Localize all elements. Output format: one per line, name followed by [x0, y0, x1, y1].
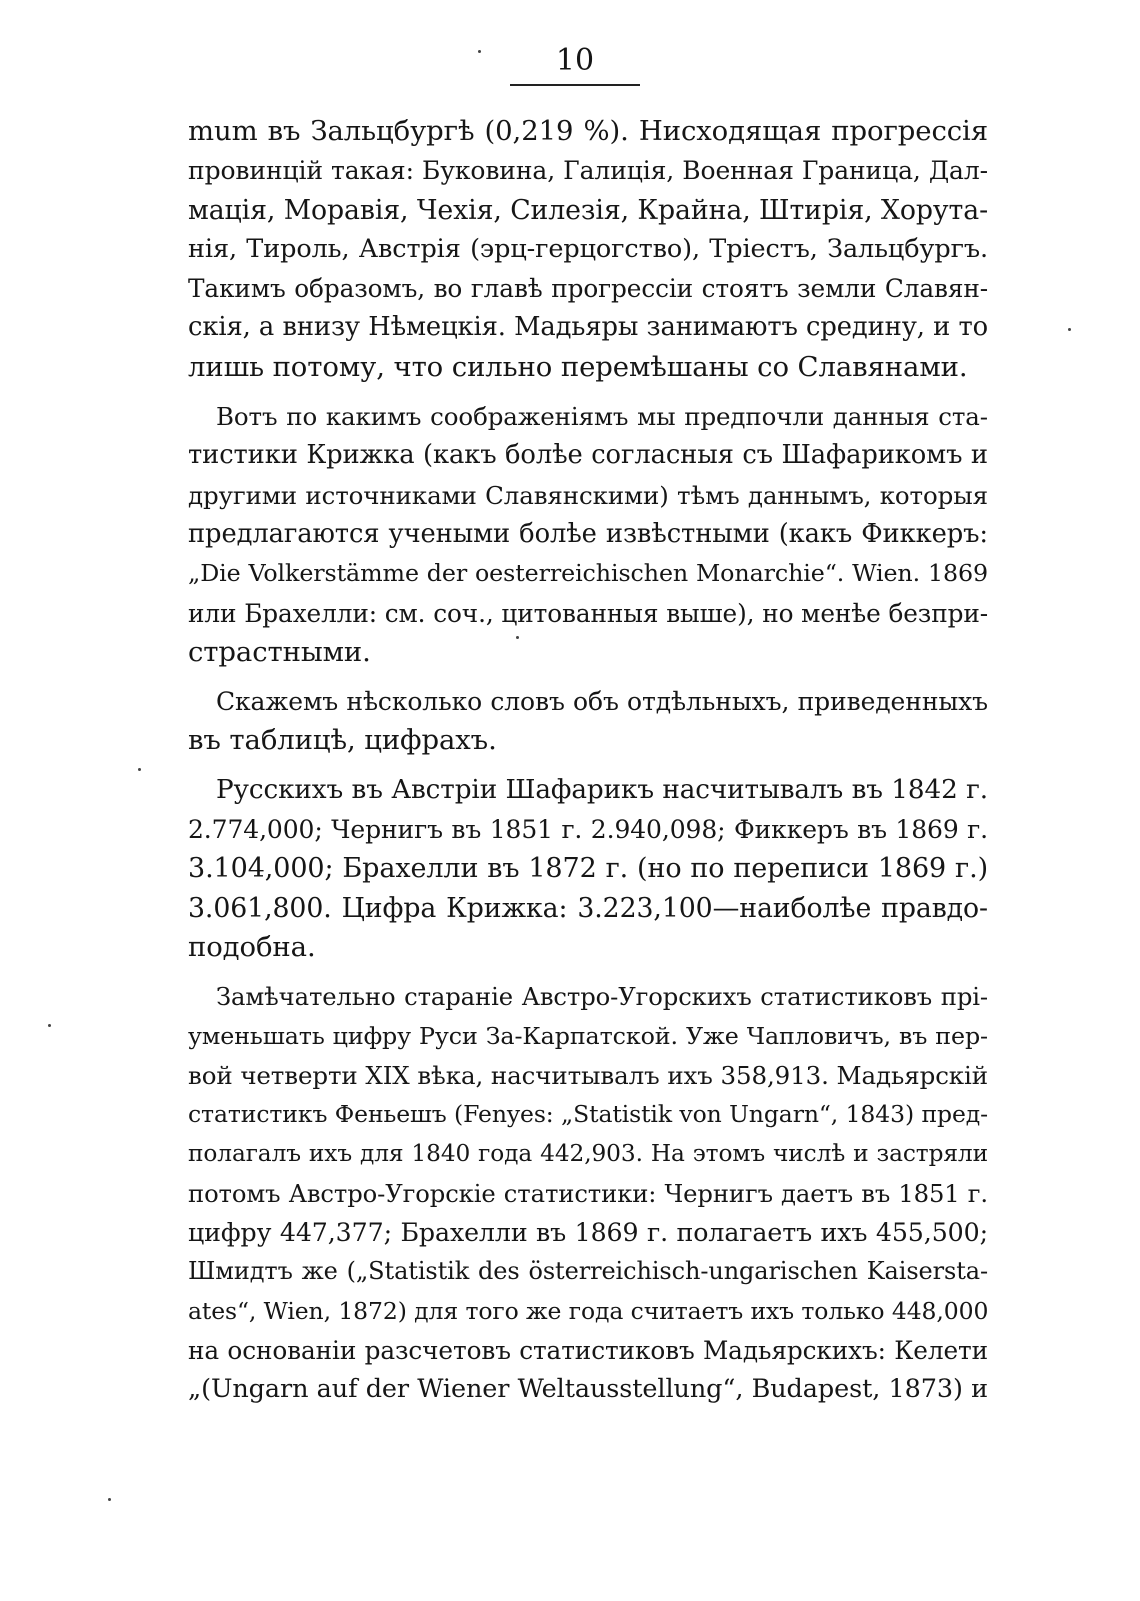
text-line: въ таблицѣ, цифрахъ. — [188, 724, 497, 757]
scan-speck — [516, 636, 519, 639]
text-line: страстными. — [188, 635, 371, 668]
text-line: Русскихъ въ Австріи Шафарикъ насчитывалъ въ 1842 г. — [216, 774, 988, 805]
text-line: провинцій такая: Буковина, Галиція, Военная Граница, Дал- — [188, 156, 988, 186]
text-line: ates“, Wien, 1872) для того же года считаетъ ихъ только 448,000 — [188, 1296, 989, 1325]
text-line: Замѣчательно стараніе Австро-Угорскихъ статистиковъ прі- — [216, 982, 988, 1012]
text-line: Вотъ по какимъ соображеніямъ мы предпочли данныя ста- — [216, 402, 988, 432]
text-line: скія, а внизу Нѣмецкія. Мадьяры занимаютъ средину, и то — [188, 312, 988, 343]
paragraph-gap — [188, 761, 988, 771]
text-line: 2.774,000; Чернигъ въ 1851 г. 2.940,098; Фиккеръ въ 1869 г. — [188, 815, 988, 845]
paragraph-gap — [188, 672, 988, 682]
page-number-block — [510, 42, 640, 86]
text-line: другими источниками Славянскими) тѣмъ даннымъ, которыя — [188, 480, 988, 510]
text-line: Скажемъ нѣсколько словъ объ отдѣльныхъ, приведенныхъ — [216, 687, 988, 717]
paragraph-gap — [188, 967, 988, 977]
text-line: мація, Моравія, Чехія, Силезія, Крайна, Штирія, Хорута- — [188, 194, 989, 226]
scan-speck — [108, 1498, 111, 1501]
text-line: mum въ Зальцбургѣ (0,219 %). Нисходящая прогрессія — [188, 115, 988, 147]
text-line: статистикъ Феньешъ (Fenyes: „Statistik von Ungarn“, 1843) пред- — [188, 1100, 988, 1129]
text-line: 3.104,000; Брахелли въ 1872 г. (но по переписи 1869 г.) — [188, 853, 988, 885]
text-line: лишь потому, что сильно перемѣшаны со Славянами. — [188, 350, 968, 383]
scan-speck — [48, 1024, 51, 1027]
text-line: тистики Крижка (какъ болѣе согласныя съ Шафарикомъ и — [188, 440, 988, 471]
text-line: потомъ Австро-Угорскіе статистики: Чернигъ даетъ въ 1851 г. — [188, 1178, 988, 1208]
scan-speck — [138, 768, 141, 771]
text-line: или Брахелли: см. соч., цитованныя выше), но менѣе безпри- — [188, 598, 988, 628]
text-line: уменьшать цифру Руси За-Карпатской. Уже Чапловичъ, въ пер- — [188, 1021, 988, 1050]
text-line: подобна. — [188, 930, 316, 963]
text-line: Шмидтъ же („Statistik des österreichisch-ungarischen Kaiserstа- — [188, 1257, 988, 1286]
text-line: „(Ungarn auf der Wiener Weltausstellung“, Budapest, 1873) и — [188, 1374, 988, 1405]
text-line: на основаніи разсчетовъ статистиковъ Мадьярскихъ: Келети — [188, 1335, 988, 1365]
text-line: нія, Тироль, Австрія (эрц-герцогство), Тріестъ, Зальцбургъ. — [188, 233, 988, 264]
text-line: полагалъ ихъ для 1840 года 442,903. На этомъ числѣ и застряли — [188, 1140, 988, 1168]
text-line: 3.061,800. Цифра Крижка: 3.223,100—наиболѣе правдо- — [188, 892, 988, 924]
page-number: 10 — [555, 43, 595, 78]
page-number-rule — [510, 84, 640, 86]
text-line: цифру 447,377; Брахелли въ 1869 г. полагаетъ ихъ 455,500; — [188, 1218, 988, 1248]
text-line: вой четверти XIX вѣка, насчитывалъ ихъ 358,913. Мадьярскій — [188, 1060, 988, 1090]
scan-speck — [478, 50, 481, 53]
scan-speck — [1068, 328, 1071, 331]
paragraph-gap — [188, 387, 988, 397]
page-text-body — [188, 112, 988, 1410]
text-line: предлагаются учеными болѣе извѣстными (какъ Фиккеръ: — [188, 518, 988, 549]
text-line: „Die Volkerstämme der oesterreichischen Monarchie“. Wien. 1869 — [188, 559, 988, 588]
text-line: Такимъ образомъ, во главѣ прогрессіи стоятъ земли Славян- — [188, 274, 988, 304]
